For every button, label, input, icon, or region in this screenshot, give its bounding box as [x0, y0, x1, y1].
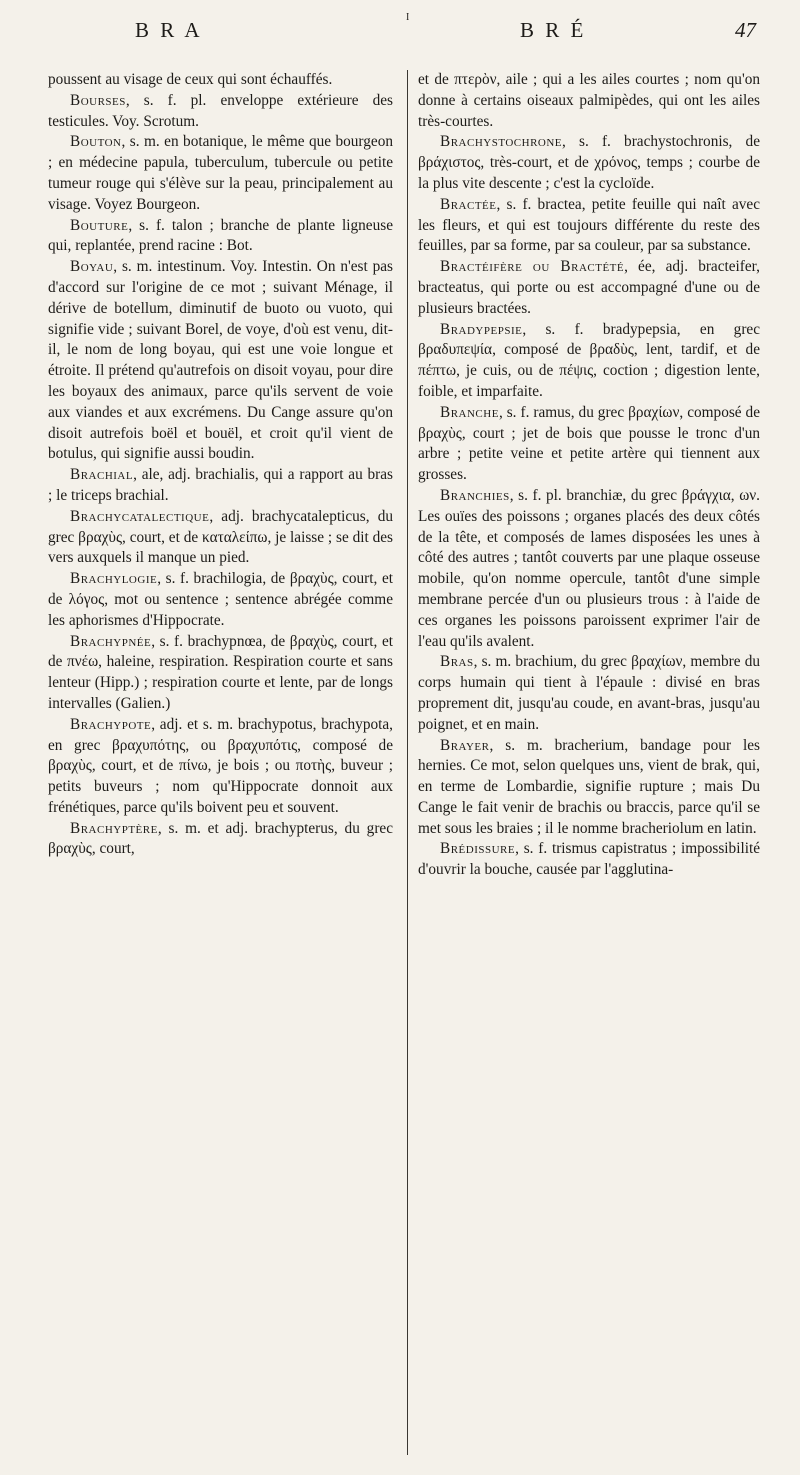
- dictionary-entry: [48, 132, 393, 215]
- entry-definition: , s. f. ramus, du grec βραχίων, composé de βραχὺς, court ; jet de bois que pousse le tronc d'un arbre ; petite veine et petite artère qui tiennent aux grosses.: [418, 403, 760, 484]
- dictionary-entry: [48, 257, 393, 465]
- running-head-right: B R É: [520, 18, 587, 42]
- entry-definition: , s. f. pl. enveloppe extérieure des testicules. Voy. Scrotum.: [48, 91, 393, 130]
- dictionary-entry: [418, 195, 760, 257]
- running-head-left: B R A: [135, 18, 203, 42]
- entry-headword: Brachypote: [70, 715, 152, 733]
- entry-definition: , s. f. brachypnœa, de βραχὺς, court, et de πνέω, haleine, respiration. Respiration courte et sans lenteur (Hipp.) ; respiration courte et lente, par de longs intervalles (Galien.): [48, 632, 393, 712]
- entry-definition: , s. f. trismus capistratus ; impossibilité d'ouvrir la bouche, causée par l'agglutina-: [418, 840, 760, 879]
- entry-headword: Bractéifère ou Bractété: [440, 258, 625, 276]
- running-head: [0, 12, 800, 58]
- dictionary-entry: [418, 736, 760, 840]
- dictionary-entry: [418, 132, 760, 194]
- entry-headword: Bras: [440, 653, 474, 671]
- dictionary-entry: [48, 70, 393, 91]
- entry-definition: , s. m. bracherium, bandage pour les hernies. Ce mot, selon quelques uns, vient de brak, qui, en terme de Lombardie, signifie rupture ; mais Du Cange le fait venir de brachis ou braccis, parce qu'il se met sous les braies ; il le nomme bracheriolum en latin.: [418, 736, 760, 837]
- entry-headword: Brachyptère: [70, 819, 158, 837]
- dictionary-entry: [418, 320, 760, 403]
- entry-definition: , adj. et s. m. brachypotus, brachypota, en grec βραχυπότης, ou βραχυπότις, composé de βραχὺς, court, et de πίνω, je bois ; ou ποτὴς, buveur ; petits buveurs ; nom qu'Hippocrate donnoit aux frénétiques, parce qu'ils boivent peu et souvent.: [48, 715, 393, 816]
- entry-definition: poussent au visage de ceux qui sont échauffés.: [48, 71, 333, 88]
- entry-definition: , s. m. et adj. brachypterus, du grec βραχὺς, court,: [48, 819, 393, 858]
- entry-definition: , s. m. brachium, du grec βραχίων, membre du corps humain qui tient à l'épaule : divisé en bras proprement dit, jusqu'au coude, en avant-bras, jusqu'au poignet, et en main.: [418, 653, 760, 733]
- entry-headword: Bouton: [70, 133, 122, 151]
- entry-definition: et de πτερὸν, aile ; qui a les ailes courtes ; nom qu'on donne à certains oiseaux palmipèdes, qui ont les ailes très-courtes.: [418, 71, 760, 130]
- running-head-center-mark: I: [406, 12, 410, 23]
- dictionary-entry: [48, 465, 393, 507]
- entry-definition: , ale, adj. brachialis, qui a rapport au bras ; le triceps brachial.: [48, 466, 393, 504]
- dictionary-entry: [48, 715, 393, 819]
- dictionary-entry: [48, 632, 393, 715]
- entry-headword: Brachylogie: [70, 570, 158, 588]
- entry-definition: , s. f. talon ; branche de plante ligneuse qui, replantée, prend racine : Bot.: [48, 216, 393, 255]
- right-column: [418, 70, 760, 881]
- entry-definition: , ée, adj. bracteifer, bracteatus, qui porte ou est accompagné d'une ou de plusieurs bractées.: [418, 258, 760, 317]
- entry-definition: , s. f. brachystochronis, de βράχιστος, très-court, et de χρόνος, temps ; courbe de la plus vite descente ; c'est la cycloïde.: [418, 133, 760, 192]
- entry-definition: , adj. brachycatalepticus, du grec βραχὺς, court, et de καταλείπω, je laisse ; se dit des vers auxquels il manque un pied.: [48, 507, 393, 567]
- entry-headword: Boyau: [70, 258, 114, 276]
- entry-definition: , s. f. bradypepsia, en grec βραδυπεψία, composé de βραδὺς, lent, tardif, et de πέπτω, je cuis, ou de πέψις, coction ; digestion lente, foible, et imparfaite.: [418, 320, 760, 400]
- entry-headword: Brachypnée: [70, 632, 152, 650]
- dictionary-entry: [418, 839, 760, 881]
- dictionary-entry: [48, 507, 393, 569]
- entry-headword: Branchies: [440, 486, 510, 504]
- dictionary-entry: [418, 652, 760, 735]
- entry-headword: Bradypepsie: [440, 320, 523, 338]
- entry-headword: Brédissure: [440, 840, 516, 858]
- entry-headword: Bourses: [70, 91, 126, 109]
- entry-headword: Brachycatalectique: [70, 507, 210, 525]
- dictionary-entry: [418, 403, 760, 486]
- dictionary-entry: [418, 70, 760, 132]
- entry-headword: Bractée: [440, 195, 497, 213]
- dictionary-entry: [48, 216, 393, 258]
- dictionary-entry: [418, 486, 760, 652]
- entry-headword: Branche: [440, 403, 499, 421]
- entry-definition: , s. m. en botanique, le même que bourgeon ; en médecine papula, tuberculum, tubercule ou petite tumeur rouge qui s'élève sur la peau, principalement au visage. Voyez Bourgeon.: [48, 133, 393, 213]
- column-divider: [407, 70, 408, 1455]
- entry-headword: Brayer: [440, 736, 490, 754]
- left-column: [48, 70, 393, 860]
- entry-definition: , s. f. brachilogia, de βραχὺς, court, et de λόγος, mot ou sentence ; sentence abrégée comme les aphorismes d'Hippocrate.: [48, 570, 393, 629]
- dictionary-entry: [48, 91, 393, 133]
- page-number: 47: [735, 18, 756, 42]
- entry-definition: , s. m. intestinum. Voy. Intestin. On n'est pas d'accord sur l'origine de ce mot ; suivant Ménage, il dérive de botellum, diminutif de buoto ou vuoto, qui signifie vide ; suivant Borel, de voye, d'où est venu, dit-il, le nom de long boyau, qui est une voie longue et étroite. Il prétend qu'autrefois on disoit voyau, pour dire les boyaux des animaux, parce qu'ils servent de voie aux viandes et aux excrémens. Du Cange assure qu'on disoit autrefois boël et bouël, et croit qu'il vient de botulus, qui signifie aussi boudin.: [48, 258, 393, 463]
- dictionary-entry: [48, 819, 393, 861]
- entry-headword: Brachystochrone: [440, 133, 563, 151]
- entry-headword: Brachial: [70, 466, 134, 484]
- entry-definition: , s. f. bractea, petite feuille qui naît avec les fleurs, et qui est toujours différente du reste des feuilles, par sa forme, par sa couleur, par sa substance.: [418, 195, 760, 255]
- entry-headword: Bouture: [70, 216, 129, 234]
- dictionary-entry: [48, 569, 393, 631]
- dictionary-entry: [418, 257, 760, 319]
- entry-definition: , s. f. pl. branchiæ, du grec βράγχια, ων. Les ouïes des poissons ; organes placés des deux côtés de la tête, et composés de lames disposées les unes à côté des autres ; tantôt couverts par une plaque osseuse mobile, qu'on nomme opercule, tantôt d'une simple membrane percée d'un ou plusieurs trous : à l'aide de ces organes les poissons paroissent exprimer l'air de l'eau qu'ils avalent.: [418, 486, 760, 650]
